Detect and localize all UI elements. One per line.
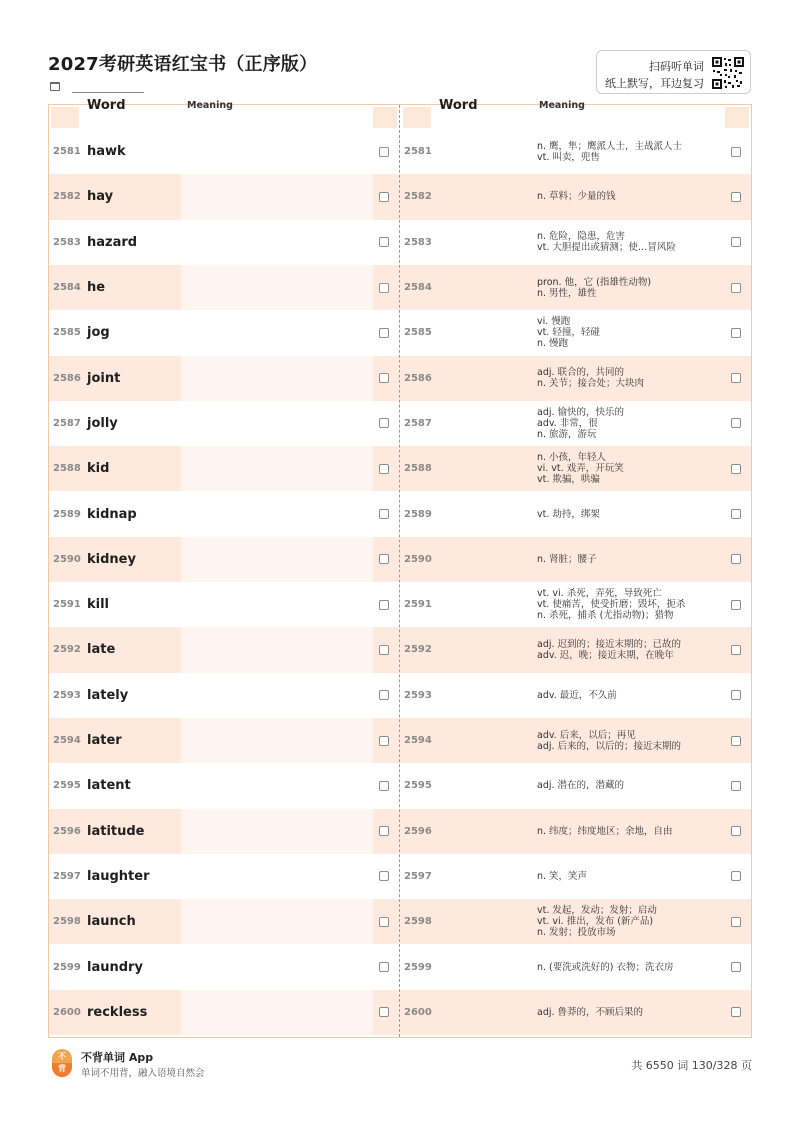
- checkbox[interactable]: [731, 826, 741, 836]
- word-blank-cell[interactable]: [428, 582, 527, 627]
- word-number: 2584: [53, 282, 81, 294]
- word-blank-cell[interactable]: [428, 627, 527, 672]
- checkbox[interactable]: [731, 690, 741, 700]
- meaning-blank-cell[interactable]: [181, 491, 373, 536]
- table-row: [400, 763, 751, 808]
- checkbox[interactable]: [731, 237, 741, 247]
- checkbox[interactable]: [731, 962, 741, 972]
- word-number: 2585: [53, 327, 81, 339]
- checkbox[interactable]: [379, 600, 389, 610]
- table-row: [400, 401, 751, 446]
- meaning-blank-cell[interactable]: [181, 446, 373, 491]
- table-row: [400, 673, 751, 718]
- logo-top-char: 不: [52, 1049, 72, 1063]
- table-row: [49, 673, 399, 718]
- checkbox[interactable]: [379, 328, 389, 338]
- checkbox[interactable]: [379, 554, 389, 564]
- table-row: [49, 809, 399, 854]
- meaning-text: vt. vi. 杀死，弄死，导致死亡 vt. 使痛苦，使受折磨；毁坏，扼杀 n. 杀死，捕杀 (尤指动物)；猎物: [537, 588, 686, 622]
- meaning-blank-cell[interactable]: [181, 537, 373, 582]
- word-number: 2593: [53, 689, 81, 701]
- meaning-blank-cell[interactable]: [181, 990, 373, 1035]
- vocab-table: Word Meaning 2581 hawk 2582 hay 2583 hazard 2584 he 2585 jog 2586 joint 2587 jolly 2588 kid 2589 kidnap 2590 kidney 2591 kill 2592 late 2593 lately 2594 later 2595 latent 2596 latitude 2597 laughter 2598 launch 2599 laundry 2600 reckless Word Meaning 2581 n. 鹰，隼；鹰派人士，主战派人士 vt. 叫卖，兜售 2582 n. 草料；少量的钱 2583 n. 危险，隐患，危害 vt. 大胆提出或猜测；使…冒风险 2584 pron. 他，它 (指雄性动物) n. 男性，雄性 2585 vi. 慢跑 vt. 轻撞，轻碰 n. 慢跑 2586 adj. 联合的，共同的 n. 关节；接合处；大块肉 2587 adj. 愉快的，快乐的 adv. 非常，很 n. 旅游，游玩 2588 n. 小孩，年轻人 vi. vt. 戏弄，开玩笑 vt. 欺骗，哄骗 2589 vt. 劫持，绑架 2590 n. 肾脏；腰子 2591 vt. vi. 杀死，弄死，导致死亡 vt. 使痛苦，使受折磨；毁坏，扼杀 n. 杀死，捕杀 (尤指动物)；猎物 2592 adj. 迟到的；接近末期的；已故的 adv. 迟，晚；接近末期，在晚年 2593 adv. 最近，不久前 2594 adv. 后来，以后；再见 adj. 后来的，以后的；接近末期的 2595 adj. 潜在的，潜藏的 2596 n. 纬度；纬度地区；余地，自由 2597 n. 笑，笑声 2598 vt. 发起，发动；发射；启动 vt. vi. 推出，发布 (新产品) n. 发射；投放市场 2599 n. (要洗或洗好的) 衣物；洗衣房 2600 adj. 鲁莽的，不顾后果的: [48, 104, 752, 1038]
- checkbox[interactable]: [379, 283, 389, 293]
- word-number: 2581: [53, 146, 81, 158]
- checkbox[interactable]: [379, 373, 389, 383]
- meaning-blank-cell[interactable]: [181, 854, 373, 899]
- header-check-cell: [725, 107, 749, 128]
- meaning-text: n. 纬度；纬度地区；余地，自由: [537, 825, 673, 837]
- word-number: 2588: [53, 463, 81, 475]
- header-num-cell: [51, 107, 79, 128]
- page-title: 2027考研英语红宝书（正序版）: [48, 54, 318, 75]
- meaning-blank-cell[interactable]: [181, 763, 373, 808]
- meaning-text: vt. 发起，发动；发射；启动 vt. vi. 推出，发布 (新产品) n. 发射；投放市场: [537, 905, 657, 939]
- table-row: [49, 899, 399, 944]
- meaning-blank-cell[interactable]: [181, 809, 373, 854]
- checkbox[interactable]: [731, 192, 741, 202]
- checkbox[interactable]: [379, 192, 389, 202]
- word-text: later: [87, 733, 122, 749]
- checkbox[interactable]: [731, 1007, 741, 1017]
- word-text: hawk: [87, 144, 126, 160]
- table-row: [49, 763, 399, 808]
- word-number: 2599: [53, 961, 81, 973]
- table-row: [400, 356, 751, 401]
- table-row: [400, 899, 751, 944]
- word-blank-cell[interactable]: [428, 537, 527, 582]
- logo-bottom-char: 背: [52, 1063, 72, 1077]
- word-number: 2591: [53, 599, 81, 611]
- checkbox[interactable]: [731, 781, 741, 791]
- meaning-blank-cell[interactable]: [181, 401, 373, 446]
- table-row: [400, 854, 751, 899]
- word-number: 2592: [53, 644, 81, 656]
- word-number: 2600: [53, 1006, 81, 1018]
- word-blank-cell[interactable]: [428, 174, 527, 219]
- meaning-blank-cell[interactable]: [181, 129, 373, 174]
- word-number: 2582: [404, 191, 432, 203]
- checkbox[interactable]: [731, 373, 741, 383]
- scan-qr-box[interactable]: [596, 50, 751, 94]
- word-text: latent: [87, 778, 131, 794]
- word-text: kid: [87, 461, 110, 477]
- meaning-blank-cell[interactable]: [181, 944, 373, 989]
- checkbox[interactable]: [379, 962, 389, 972]
- word-blank-cell[interactable]: [428, 401, 527, 446]
- word-text: hazard: [87, 234, 138, 250]
- scan-label: 扫码听单词: [649, 60, 704, 73]
- word-number: 2597: [404, 870, 432, 882]
- word-number: 2597: [53, 870, 81, 882]
- word-number: 2583: [53, 236, 81, 248]
- checkbox[interactable]: [379, 826, 389, 836]
- word-blank-cell[interactable]: [428, 446, 527, 491]
- word-number: 2591: [404, 599, 432, 611]
- checkbox[interactable]: [379, 1007, 389, 1017]
- meaning-text: n. 草料；少量的钱: [537, 191, 616, 203]
- word-number: 2583: [404, 236, 432, 248]
- word-number: 2600: [404, 1006, 432, 1018]
- word-number: 2587: [53, 417, 81, 429]
- word-number: 2594: [53, 735, 81, 747]
- checkbox[interactable]: [379, 781, 389, 791]
- checkbox[interactable]: [731, 418, 741, 428]
- meaning-text: adv. 最近，不久前: [537, 689, 617, 701]
- meaning-text: adj. 潜在的，潜藏的: [537, 780, 625, 792]
- checkbox[interactable]: [731, 328, 741, 338]
- table-row: [400, 265, 751, 310]
- word-number: 2586: [404, 372, 432, 384]
- meaning-text: adv. 后来，以后；再见 adj. 后来的，以后的；接近末期的: [537, 729, 682, 752]
- word-number: 2585: [404, 327, 432, 339]
- word-number: 2599: [404, 961, 432, 973]
- word-number: 2593: [404, 689, 432, 701]
- header-check-cell: [373, 107, 397, 128]
- checkbox[interactable]: [731, 736, 741, 746]
- checkbox[interactable]: [731, 871, 741, 881]
- meaning-blank-cell[interactable]: [181, 310, 373, 355]
- meaning-text: n. 肾脏；腰子: [537, 553, 597, 565]
- date-blank-line: [72, 92, 144, 93]
- checkbox[interactable]: [731, 917, 741, 927]
- table-row: [49, 356, 399, 401]
- meaning-blank-cell[interactable]: [181, 899, 373, 944]
- meaning-text: adj. 鲁莽的，不顾后果的: [537, 1006, 644, 1018]
- word-number: 2587: [404, 417, 432, 429]
- word-text: late: [87, 642, 116, 658]
- checkbox[interactable]: [379, 871, 389, 881]
- word-blank-cell[interactable]: [428, 673, 527, 718]
- word-blank-cell[interactable]: [428, 129, 527, 174]
- word-text: jog: [87, 325, 110, 341]
- header-num-cell: [403, 107, 431, 128]
- word-text: launch: [87, 914, 136, 930]
- table-row: [49, 718, 399, 763]
- app-logo: [52, 1049, 72, 1077]
- meaning-blank-cell[interactable]: [181, 627, 373, 672]
- meaning-blank-cell[interactable]: [181, 718, 373, 763]
- scan-sublabel: 纸上默写，耳边复习: [605, 77, 704, 90]
- meaning-blank-cell[interactable]: [181, 673, 373, 718]
- checkbox[interactable]: [379, 917, 389, 927]
- table-row: [49, 944, 399, 989]
- table-row: [49, 129, 399, 174]
- calendar-icon: [50, 82, 60, 91]
- table-row: [49, 537, 399, 582]
- meaning-blank-cell[interactable]: [181, 265, 373, 310]
- checkbox[interactable]: [379, 509, 389, 519]
- checkbox[interactable]: [379, 147, 389, 157]
- table-row: [49, 491, 399, 536]
- word-number: 2590: [404, 553, 432, 565]
- table-row: [49, 310, 399, 355]
- word-blank-cell[interactable]: [428, 220, 527, 265]
- qr-code-icon[interactable]: [711, 56, 745, 90]
- meaning-text: vt. 劫持，绑架: [537, 508, 600, 520]
- checkbox[interactable]: [731, 147, 741, 157]
- table-row: [400, 310, 751, 355]
- meaning-text: n. 危险，隐患，危害 vt. 大胆提出或猜测；使…冒风险: [537, 231, 676, 254]
- word-number: 2589: [53, 508, 81, 520]
- app-name: 不背单词 App: [81, 1051, 154, 1064]
- meaning-text: vi. 慢跑 vt. 轻撞，轻碰 n. 慢跑: [537, 316, 600, 350]
- meaning-blank-cell[interactable]: [181, 220, 373, 265]
- checkbox[interactable]: [379, 464, 389, 474]
- word-blank-cell[interactable]: [428, 763, 527, 808]
- table-row: [400, 446, 751, 491]
- word-number: 2594: [404, 735, 432, 747]
- word-text: he: [87, 280, 106, 296]
- word-text: laughter: [87, 868, 150, 884]
- table-row: [400, 809, 751, 854]
- word-number: 2598: [53, 916, 81, 928]
- word-number: 2596: [53, 825, 81, 837]
- checkbox[interactable]: [379, 645, 389, 655]
- word-blank-cell[interactable]: [428, 491, 527, 536]
- table-row: [400, 537, 751, 582]
- word-blank-cell[interactable]: [428, 718, 527, 763]
- word-text: kidnap: [87, 506, 137, 522]
- checkbox[interactable]: [731, 554, 741, 564]
- meaning-text: adj. 联合的，共同的 n. 关节；接合处；大块肉: [537, 367, 645, 390]
- table-row: [49, 582, 399, 627]
- word-text: lately: [87, 687, 129, 703]
- word-number: 2590: [53, 553, 81, 565]
- word-number: 2586: [53, 372, 81, 384]
- word-text: kill: [87, 597, 110, 613]
- word-text: jolly: [87, 415, 118, 431]
- word-number: 2581: [404, 146, 432, 158]
- table-row: [49, 627, 399, 672]
- word-blank-cell[interactable]: [428, 265, 527, 310]
- table-row: [49, 446, 399, 491]
- word-text: latitude: [87, 823, 145, 839]
- checkbox[interactable]: [731, 509, 741, 519]
- word-number: 2598: [404, 916, 432, 928]
- checkbox[interactable]: [379, 736, 389, 746]
- meaning-blank-cell[interactable]: [181, 582, 373, 627]
- table-row: [400, 582, 751, 627]
- table-row: [400, 990, 751, 1035]
- table-row: [49, 174, 399, 219]
- table-row: [400, 220, 751, 265]
- checkbox[interactable]: [379, 418, 389, 428]
- meaning-blank-cell[interactable]: [181, 174, 373, 219]
- table-row: [400, 718, 751, 763]
- word-text: reckless: [87, 1004, 148, 1020]
- word-number: 2588: [404, 463, 432, 475]
- table-row: [49, 220, 399, 265]
- table-row: [400, 944, 751, 989]
- checkbox[interactable]: [379, 237, 389, 247]
- word-blank-cell[interactable]: [428, 310, 527, 355]
- word-text: laundry: [87, 959, 143, 975]
- word-text: joint: [87, 370, 121, 386]
- meaning-text: n. 鹰，隼；鹰派人士，主战派人士 vt. 叫卖，兜售: [537, 140, 683, 163]
- meaning-text: adj. 愉快的，快乐的 adv. 非常，很 n. 旅游，游玩: [537, 406, 625, 440]
- checkbox[interactable]: [731, 645, 741, 655]
- table-row: [400, 491, 751, 536]
- word-blank-cell[interactable]: [428, 854, 527, 899]
- table-row: [49, 401, 399, 446]
- word-number: 2592: [404, 644, 432, 656]
- meaning-text: pron. 他，它 (指雄性动物) n. 男性，雄性: [537, 276, 652, 299]
- page-info: 共 6550 词 130/328 页: [631, 1059, 752, 1072]
- word-blank-cell[interactable]: [428, 899, 527, 944]
- table-row: [400, 129, 751, 174]
- table-row: [49, 854, 399, 899]
- meaning-blank-cell[interactable]: [181, 356, 373, 401]
- meaning-text: n. 笑，笑声: [537, 870, 588, 882]
- word-number: 2582: [53, 191, 81, 203]
- word-number: 2584: [404, 282, 432, 294]
- checkbox[interactable]: [731, 283, 741, 293]
- word-text: hay: [87, 189, 114, 205]
- meaning-text: n. 小孩，年轻人 vi. vt. 戏弄，开玩笑 vt. 欺骗，哄骗: [537, 452, 624, 486]
- word-text: kidney: [87, 551, 136, 567]
- word-number: 2595: [404, 780, 432, 792]
- table-row: [49, 265, 399, 310]
- app-slogan: 单词不用背，融入语境自然会: [81, 1068, 205, 1079]
- word-number: 2596: [404, 825, 432, 837]
- word-number: 2595: [53, 780, 81, 792]
- word-number: 2589: [404, 508, 432, 520]
- meaning-text: n. (要洗或洗好的) 衣物；洗衣房: [537, 961, 674, 973]
- checkbox[interactable]: [731, 464, 741, 474]
- checkbox[interactable]: [379, 690, 389, 700]
- word-blank-cell[interactable]: [428, 809, 527, 854]
- table-row: [49, 990, 399, 1035]
- meaning-text: adj. 迟到的；接近末期的；已故的 adv. 迟，晚；接近末期，在晚年: [537, 638, 682, 661]
- word-blank-cell[interactable]: [428, 990, 527, 1035]
- table-row: [400, 174, 751, 219]
- table-row: [400, 627, 751, 672]
- word-blank-cell[interactable]: [428, 944, 527, 989]
- word-blank-cell[interactable]: [428, 356, 527, 401]
- checkbox[interactable]: [731, 600, 741, 610]
